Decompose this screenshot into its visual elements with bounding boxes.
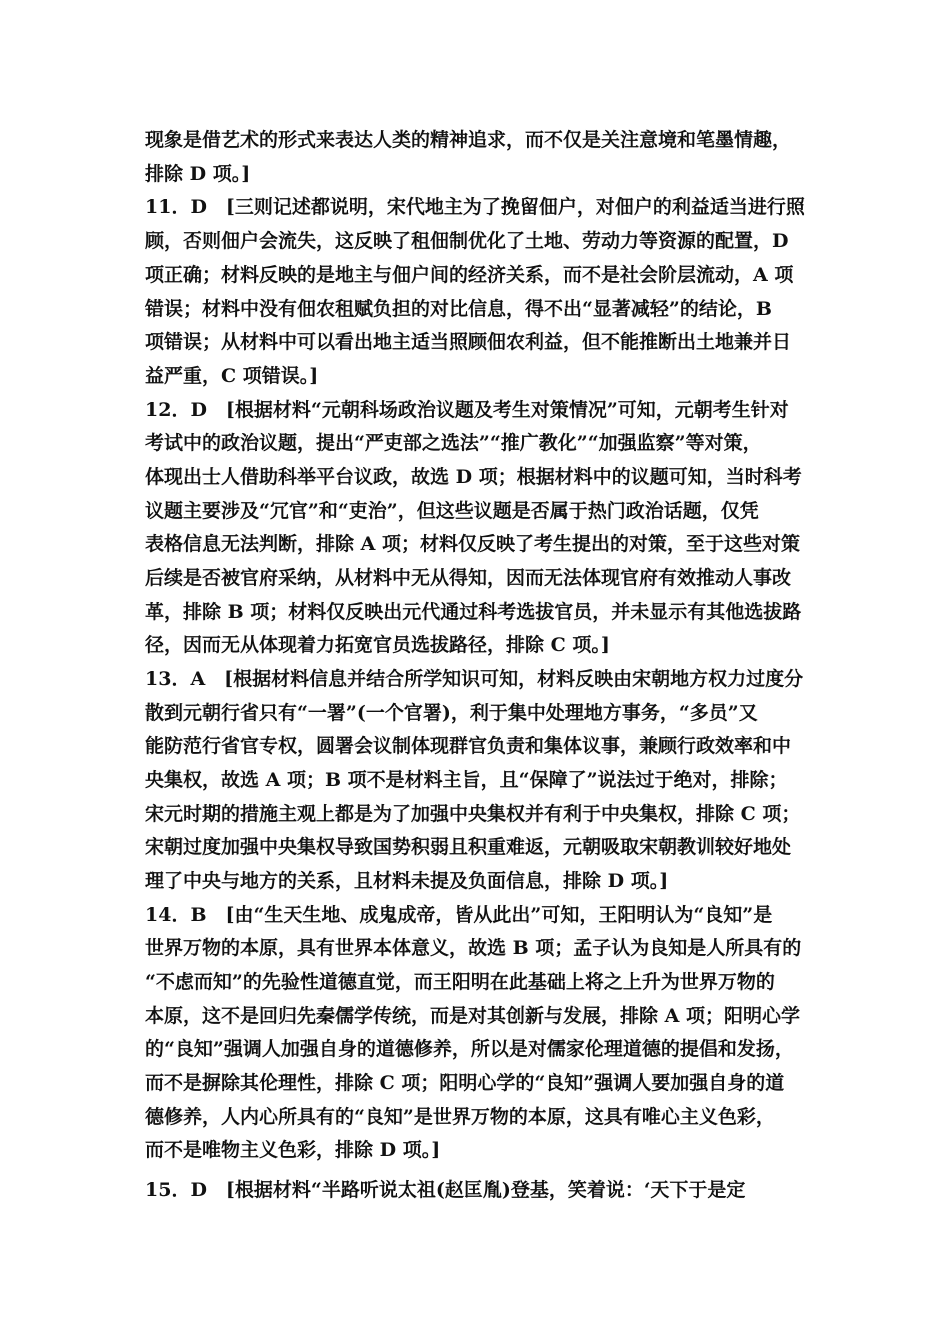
text-line: 议题主要涉及“冗官”和“吏治”，但这些议题是否属于热门政治话题，仅凭 [145,500,759,522]
text-line: 理了中央与地方的关系，且材料未提及负面信息，排除 D 项。] [145,870,669,892]
text-line: 错误；材料中没有佃农租赋负担的对比信息，得不出“显著减轻”的结论，B [145,298,772,320]
text-line: 益严重，C 项错误。] [145,365,319,387]
text-line: 的“良知”强调人加强自身的道德修养，所以是对儒家伦理道德的提倡和发扬， [145,1038,794,1060]
text-line: 表格信息无法判断，排除 A 项；材料仅反映了考生提出的对策，至于这些对策 [145,533,800,555]
text-line: 考试中的政治议题，提出“严吏部之选法”“推广教化”“加强监察”等对策， [145,432,762,454]
text-line: 排除 D 项。] [145,163,251,185]
text-line: 央集权，故选 A 项；B 项不是材料主旨，且“保障了”说法过于绝对，排除； [145,769,788,791]
text-line: 能防范行省官专权，圆署会议制体现群官负责和集体议事，兼顾行政效率和中 [145,735,792,757]
text-line: 12．D [根据材料“元朝科场政治议题及考生对策情况”可知，元朝考生针对 [145,399,789,421]
text-line: 德修养，人内心所具有的“良知”是世界万物的本原，这具有唯心主义色彩， [145,1106,775,1128]
text-line: 顾，否则佃户会流失，这反映了租佃制优化了土地、劳动力等资源的配置，D [145,230,789,252]
text-line: 13．A [根据材料信息并结合所学知识可知，材料反映由宋朝地方权力过度分 [145,668,804,690]
text-line: 项错误；从材料中可以看出地主适当照顾佃农利益，但不能推断出土地兼并日 [145,331,792,353]
text-line: 世界万物的本原，具有世界本体意义，故选 B 项；孟子认为良知是人所具有的 [145,937,802,959]
text-line: 15．D [根据材料“半路听说太祖(赵匡胤)登基，笑着说：‘天下于是定 [145,1179,746,1201]
text-line: 后续是否被官府采纳，从材料中无从得知，因而无法体现官府有效推动人事改 [145,567,792,589]
text-line: 宋朝过度加强中央集权导致国势积弱且积重难返，元朝吸取宋朝教训较好地处 [145,836,792,858]
text-line: “不虑而知”的先验性道德直觉，而王阳明在此基础上将之上升为世界万物的 [145,971,775,993]
text-line: 径，因而无从体现着力拓宽官员选拔路径，排除 C 项。] [145,634,610,656]
text-line: 体现出士人借助科举平台议政，故选 D 项；根据材料中的议题可知，当时科考 [145,466,802,488]
text-line: 而不是唯物主义色彩，排除 D 项。] [145,1139,441,1161]
text-line: 14．B [由“生天生地、成鬼成帝，皆从此出”可知，王阳明认为“良知”是 [145,904,773,926]
text-line: 而不是摒除其伦理性，排除 C 项；阳明心学的“良知”强调人要加强自身的道 [145,1072,785,1094]
text-line: 宋元时期的措施主观上都是为了加强中央集权并有利于中央集权，排除 C 项； [145,803,801,825]
text-line: 散到元朝行省只有“一署”(一个官署)，利于集中处理地方事务，“多员”又 [145,702,758,724]
text-line: 本原，这不是回归先秦儒学传统，而是对其创新与发展，排除 A 项；阳明心学 [145,1005,800,1027]
text-line: 11．D [三则记述都说明，宋代地主为了挽留佃户，对佃户的利益适当进行照 [145,196,805,218]
text-line: 现象是借艺术的形式来表达人类的精神追求，而不仅是关注意境和笔墨情趣， [145,129,792,151]
text-line: 革，排除 B 项；材料仅反映出元代通过科考选拔官员，并未显示有其他选拔路 [145,601,802,623]
text-line: 项正确；材料反映的是地主与佃户间的经济关系，而不是社会阶层流动，A 项 [145,264,794,286]
